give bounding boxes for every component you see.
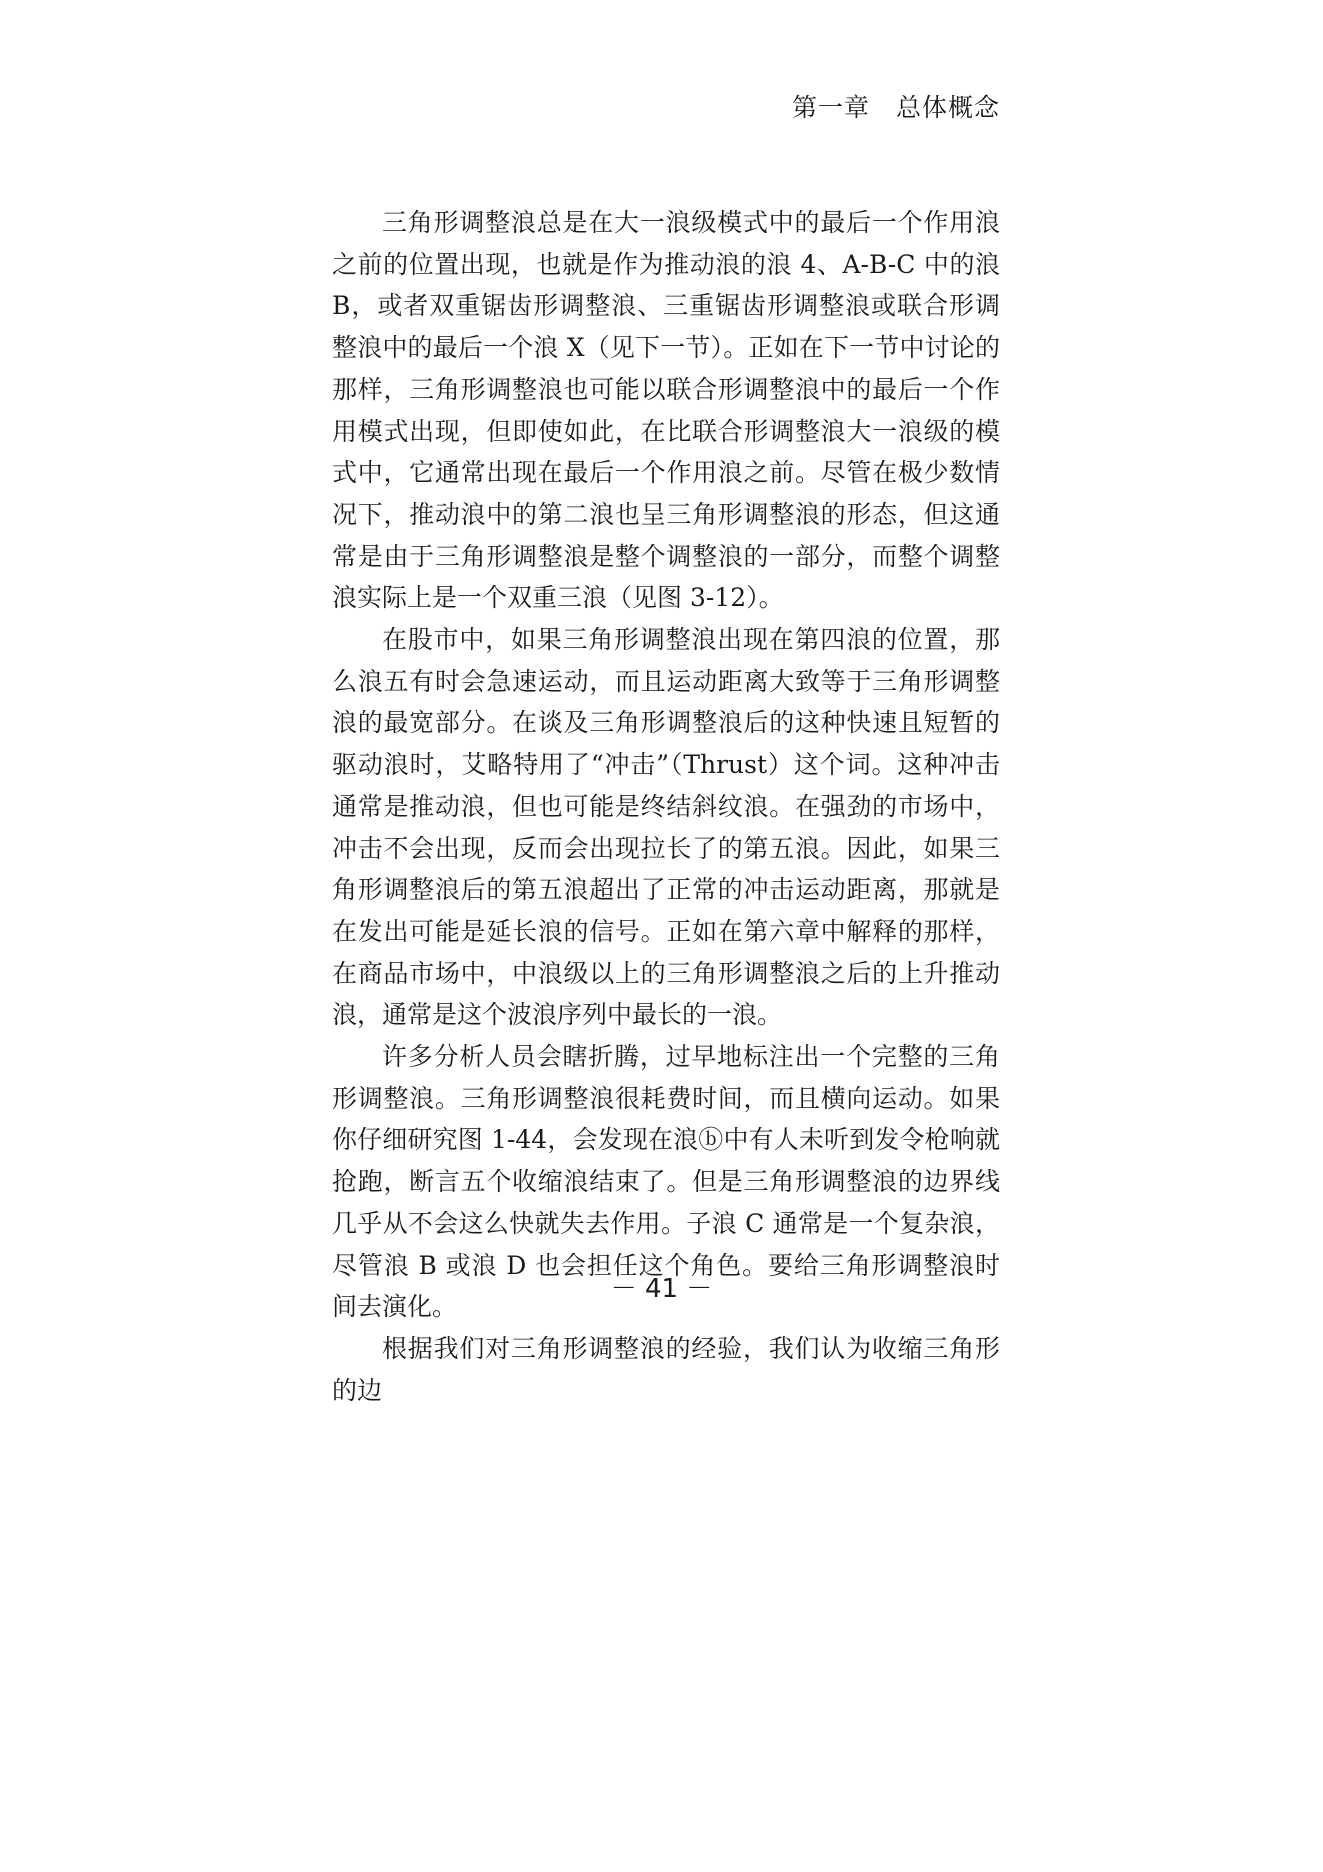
body-text (332, 202, 1000, 1411)
paragraph-2: 在股市中，如果三角形调整浪出现在第四浪的位置，那么浪五有时会急速运动，而且运动距离大致等于三角形调整浪的最宽部分。在谈及三角形调整浪后的这种快速且短暂的驱动浪时，艾略特用了“冲击”（Thrust）这个词。这种冲击通常是推动浪，但也可能是终结斜纹浪。在强劲的市场中，冲击不会出现，反而会出现拉长了的第五浪。因此，如果三角形调整浪后的第五浪超出了正常的冲击运动距离，那就是在发出可能是延长浪的信号。正如在第六章中解释的那样，在商品市场中，中浪级以上的三角形调整浪之后的上升推动浪，通常是这个波浪序列中最长的一浪。 (332, 625, 1000, 1030)
paragraph-3: 许多分析人员会瞎折腾，过早地标注出一个完整的三角形调整浪。三角形调整浪很耗费时间，而且横向运动。如果你仔细研究图 1-44，会发现在浪ⓑ中有人未听到发令枪响就抢跑，断言五个收缩浪结束了。但是三角形调整浪的边界线几乎从不会这么快就失去作用。子浪 C 通常是一个复杂浪，尽管浪 B 或浪 D 也会担任这个角色。要给三角形调整浪时间去演化。 (332, 1042, 1000, 1322)
paragraph-1: 三角形调整浪总是在大一浪级模式中的最后一个作用浪之前的位置出现，也就是作为推动浪的浪 4、A-B-C 中的浪 B，或者双重锯齿形调整浪、三重锯齿形调整浪或联合形调整浪中的最后一个浪 X（见下一节）。正如在下一节中讨论的那样，三角形调整浪也可能以联合形调整浪中的最后一个作用模式出现，但即使如此，在比联合形调整浪大一浪级的模式中，它通常出现在最后一个作用浪之前。尽管在极少数情况下，推动浪中的第二浪也呈三角形调整浪的形态，但这通常是由于三角形调整浪是整个调整浪的一部分，而整个调整浪实际上是一个双重三浪（见图 3-12）。 (332, 208, 1000, 613)
running-header: 第一章 总体概念 (791, 93, 1000, 122)
page-number: － 41 － (610, 1274, 713, 1304)
paragraph-4: 根据我们对三角形调整浪的经验，我们认为收缩三角形的边 (332, 1333, 1000, 1405)
